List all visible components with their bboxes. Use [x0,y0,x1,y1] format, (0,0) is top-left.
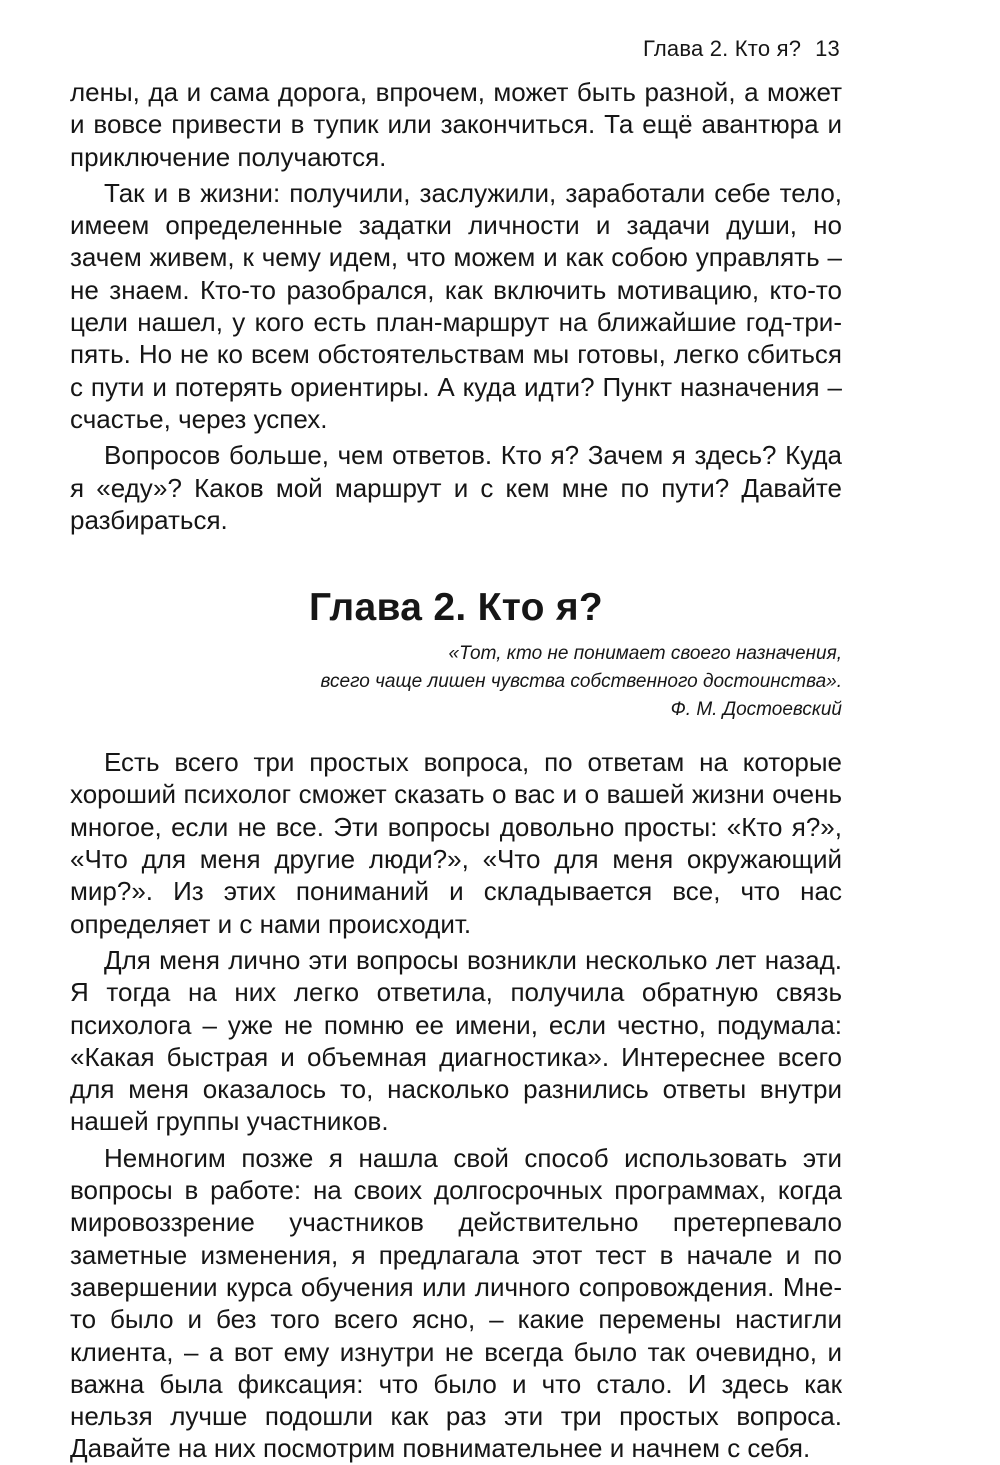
epigraph-line: всего чаще лишен чувства собственного достоинства». [320,671,842,693]
running-header [643,36,840,62]
page-number: 13 [815,36,840,61]
paragraph: Вопросов больше, чем ответов. Кто я? Зачем я здесь? Куда я «еду»? Каков мой маршрут и с кем мне по пути? Давайте разбираться. [70,440,842,535]
paragraph: Так и в жизни: получили, заслужили, заработали себе тело, имеем определенные задатки личности и задачи души, но зачем живем, к чему идем, что можем и как собою управлять – не знаем. Кто-то разобрался, как включить мотивацию, кто-то цели нашел, у кого есть план-маршрут на ближайшие год-три-пять. Но не ко всем обстоятельствам мы готовы, легко сбиться с пути и потерять ориентиры. А куда идти? Пункт назначения – счастье, через успех. [70,177,842,434]
paragraph: Для меня лично эти вопросы возникли несколько лет назад. Я тогда на них легко ответила, получила обратную связь психолога – уже не помню ее имени, если честно, подумала: «Какая быстрая и объемная диагностика». Интереснее всего для меня оказалось то, насколько разнились ответы внутри нашей группы участников. [70,944,842,1137]
paragraph-continued: лены, да и сама дорога, впрочем, может быть разной, а может и вовсе привести в тупик или закончиться. Та ещё авантюра и приключение получаются. [70,77,842,172]
page-body [70,76,842,1465]
epigraph-line: «Тот, кто не понимает своего назначения, [448,643,842,665]
chapter-heading: Глава 2. Кто я? [308,586,604,630]
paragraph: Есть всего три простых вопроса, по ответам на которые хороший психолог сможет сказать о вас и о вашей жизни очень многое, если не все. Эти вопросы довольно просты: «Кто я?», «Что для меня другие люди?», «Что для меня окружающий мир?». Из этих пониманий и складывается все, что нас определяет и с нами происходит. [70,747,842,939]
epigraph-author: Ф. М. Достоевский [670,699,842,721]
running-title: Глава 2. Кто я? [642,36,802,61]
epigraph [70,640,842,724]
paragraph: Немногим позже я нашла свой способ использовать эти вопросы в работе: на своих долгосрочных программах, когда мировоззрение участников действительно претерпевало заметные изменения, я предлагала этот тест в начале и по завершении курса обучения или личного сопровождения. Мне-то было и без того всего ясно, – какие перемены настигли клиента, – а вот ему изнутри не всегда было так очевидно, и важна была фиксация: что было и что стало. И здесь как нельзя лучше подошли как раз эти три простых вопроса. Давайте на них посмотрим повнимательнее и начнем с себя. [70,1142,842,1464]
